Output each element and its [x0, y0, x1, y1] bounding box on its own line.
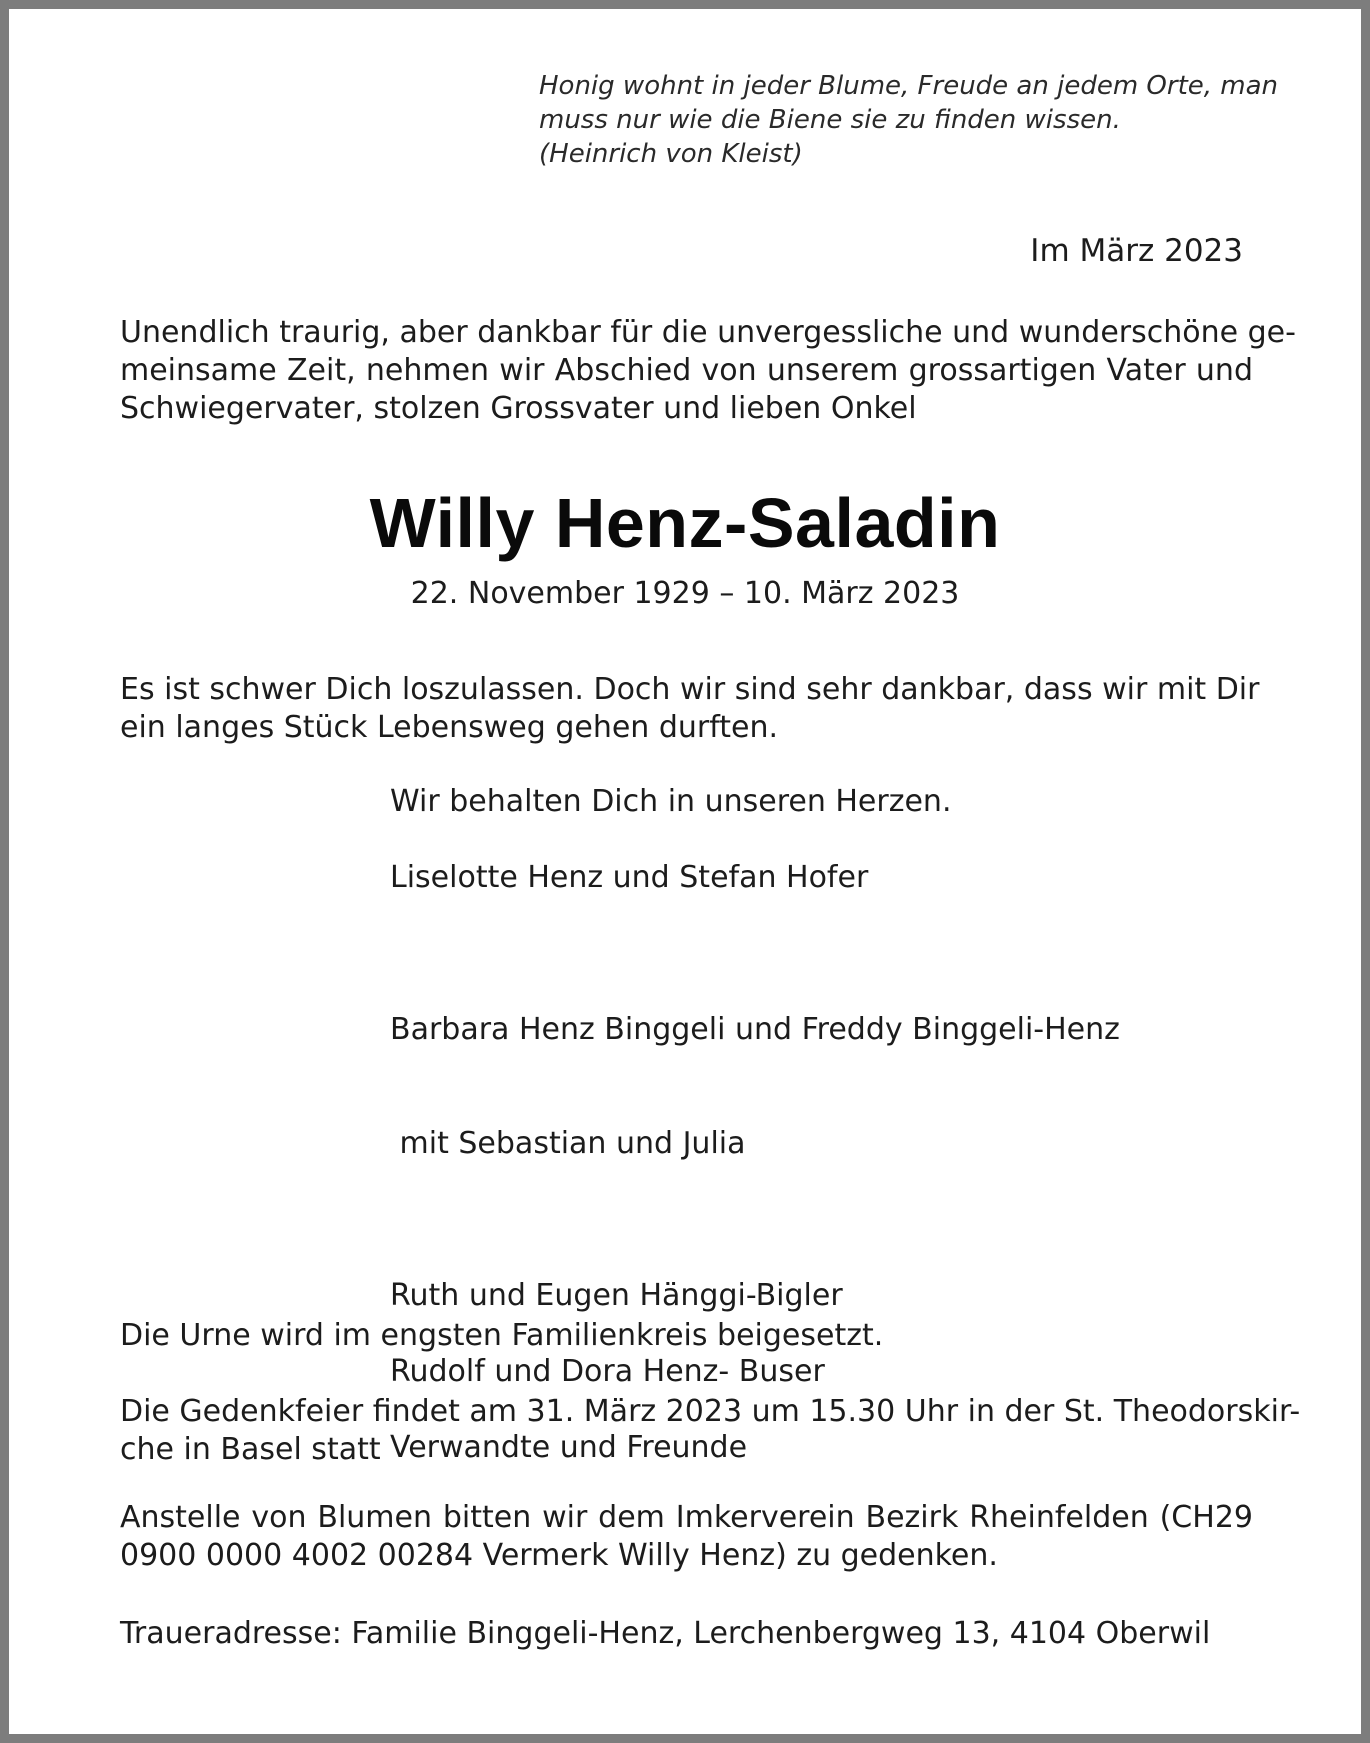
intro-paragraph: [120, 314, 1296, 428]
kleist-quote: [539, 69, 1279, 171]
mourner-family: Liselotte Henz und Stefan Hofer: [390, 860, 869, 895]
quote-line: Honig wohnt in jeder Blume, Freude an jedem Orte, man: [539, 71, 1279, 101]
memorial-line: che in Basel statt: [120, 1432, 381, 1467]
mourner-family: [390, 935, 1250, 1239]
donation-line: Anstelle von Blumen bitten wir dem Imkerverein Bezirk Rheinfelden (CH29: [120, 1500, 1253, 1535]
mourner-family-line: Barbara Henz Binggeli und Freddy Binggeli-Henz: [390, 1012, 1120, 1047]
deceased-lifespan: 22. November 1929 – 10. März 2023: [410, 576, 960, 611]
farewell-line: Es ist schwer Dich loszulassen. Doch wir sind sehr dankbar, dass wir mit Dir: [120, 672, 1260, 707]
farewell-paragraph: [120, 671, 1260, 747]
donation-notice: [120, 1499, 1253, 1575]
mourner-family: Rudolf und Dora Henz- Buser: [390, 1354, 825, 1389]
quote-attribution: (Heinrich von Kleist): [539, 139, 803, 169]
obituary-page: [9, 9, 1361, 1734]
mourner-family: Verwandte und Freunde: [390, 1430, 748, 1465]
heart-line: Wir behalten Dich in unseren Herzen.: [390, 784, 952, 819]
address-line: Traueradresse: Familie Binggeli-Henz, Lerchenbergweg 13, 4104 Oberwil: [120, 1616, 1211, 1651]
intro-line: meinsame Zeit, nehmen wir Abschied von unserem grossartigen Vater und: [120, 353, 1253, 388]
urn-notice: [120, 1317, 1253, 1355]
urn-line: Die Urne wird im engsten Familienkreis beigesetzt.: [120, 1318, 884, 1353]
intro-line: Schwiegervater, stolzen Grossvater und lieben Onkel: [120, 391, 917, 426]
quote-line: muss nur wie die Biene sie zu finden wissen.: [539, 105, 1121, 135]
memorial-notice: [120, 1393, 1301, 1469]
mourner-family-line: mit Sebastian und Julia: [390, 1126, 746, 1161]
deceased-name: Willy Henz-Saladin: [369, 484, 1001, 562]
intro-line: Unendlich traurig, aber dankbar für die unvergessliche und wunderschöne ge-: [120, 315, 1296, 350]
mourner-family: Ruth und Eugen Hänggi-Bigler: [390, 1278, 843, 1313]
notice-date: Im März 2023: [1030, 233, 1243, 269]
donation-line: 0900 0000 4002 00284 Vermerk Willy Henz) zu gedenken.: [120, 1538, 998, 1573]
memorial-line: Die Gedenkfeier findet am 31. März 2023 um 15.30 Uhr in der St. Theodorskir-: [120, 1394, 1301, 1429]
mourning-address: [120, 1615, 1253, 1653]
farewell-line: ein langes Stück Lebensweg gehen durften.: [120, 710, 779, 745]
